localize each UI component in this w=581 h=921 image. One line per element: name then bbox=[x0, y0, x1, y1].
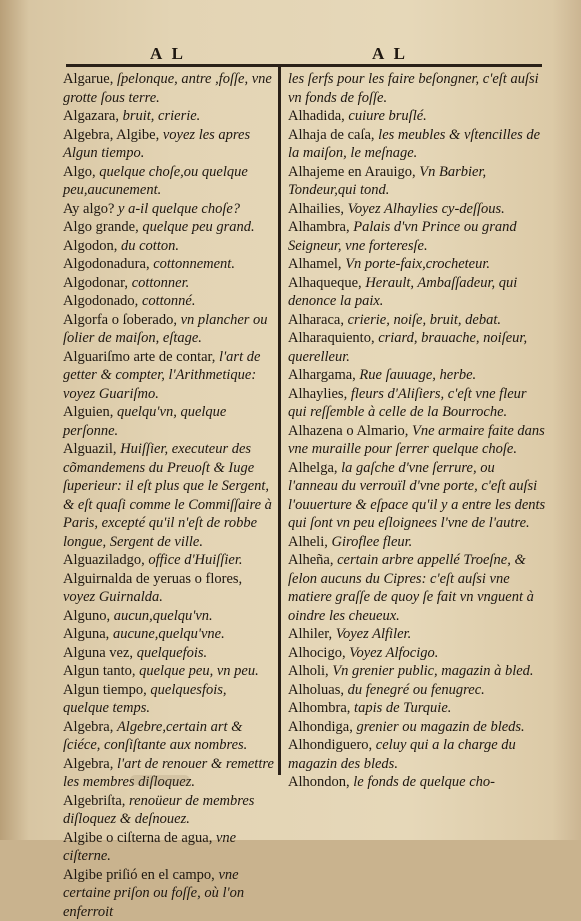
dictionary-entry bbox=[288, 625, 546, 644]
left-column bbox=[63, 70, 275, 921]
dictionary-entry bbox=[63, 755, 275, 792]
entry-definition: quelque peu, vn peu. bbox=[139, 663, 259, 679]
dictionary-entry bbox=[63, 625, 275, 644]
dictionary-entry bbox=[63, 163, 275, 200]
entry-definition: quelquesfois, quelque temps. bbox=[63, 682, 227, 717]
entry-definition: cottonner. bbox=[132, 275, 190, 291]
entry-definition: tapis de Turquie. bbox=[354, 700, 451, 716]
entry-definition: renoüeur de membres diſloquez & deſnouez. bbox=[63, 793, 254, 828]
dictionary-entry bbox=[288, 459, 546, 533]
dictionary-entry bbox=[63, 551, 275, 570]
entry-headword: Algodonado, bbox=[63, 293, 142, 309]
entry-headword: Alhailies, bbox=[288, 201, 348, 217]
entry-definition: cuiure bruſlé. bbox=[348, 108, 426, 124]
entry-definition: vne ciſterne. bbox=[63, 830, 236, 865]
entry-definition: voyez les apres Algun tiempo. bbox=[63, 127, 250, 162]
entry-headword: Alhargama, bbox=[288, 367, 359, 383]
entry-definition: Voyez Alhaylies cy-deſſous. bbox=[348, 201, 505, 217]
dictionary-entry bbox=[288, 422, 546, 459]
entry-headword: Alheña, bbox=[288, 552, 337, 568]
entry-definition: le fonds de quelque cho- bbox=[353, 774, 495, 790]
dictionary-entry bbox=[63, 403, 275, 440]
entry-headword: Alhombra, bbox=[288, 700, 354, 716]
dictionary-entry bbox=[63, 126, 275, 163]
entry-definition: Vne armaire faite dans vne muraille pour ſerrer quelque choſe. bbox=[288, 423, 545, 458]
entry-headword: Algibe o ciſterna de agua, bbox=[63, 830, 216, 846]
entry-definition: Voyez Alfiler. bbox=[336, 626, 411, 642]
entry-definition: du cotton. bbox=[121, 238, 179, 254]
entry-definition: les ſerfs pour les faire beſongner, c'eſt auſsi vn fonds de foſſe. bbox=[288, 71, 539, 106]
entry-headword: Alguno, bbox=[63, 608, 114, 624]
entry-headword: Alguien, bbox=[63, 404, 117, 420]
dictionary-entry bbox=[63, 681, 275, 718]
dictionary-entry bbox=[63, 440, 275, 551]
entry-definition: aucune,quelqu'vne. bbox=[113, 626, 225, 642]
entry-definition: grenier ou magazin de bleds. bbox=[356, 719, 524, 735]
dictionary-entry bbox=[288, 255, 546, 274]
dictionary-entry bbox=[288, 200, 546, 219]
dictionary-entry bbox=[288, 366, 546, 385]
dictionary-entry bbox=[63, 70, 275, 107]
dictionary-entry bbox=[63, 200, 275, 219]
dictionary-entry bbox=[63, 107, 275, 126]
column-divider bbox=[278, 67, 281, 775]
entry-headword: Algebra, Algibe, bbox=[63, 127, 163, 143]
entry-definition: cottonné. bbox=[142, 293, 196, 309]
entry-headword: Alguaziladgo, bbox=[63, 552, 148, 568]
entry-definition: la gaſche d'vne ſerrure, ou l'anneau du verrouïl d'vne porte, c'eſt auſsi l'ouuerture & eſpace qu'il y a entre les dents qui ſont vn peu eſloignees l'vne de l'autre. bbox=[288, 460, 545, 532]
entry-headword: Alholuas, bbox=[288, 682, 348, 698]
entry-headword: Algibe priſió en el campo, bbox=[63, 867, 218, 883]
running-head-right: A L bbox=[372, 44, 408, 64]
entry-headword: Alhaqueque, bbox=[288, 275, 365, 291]
dictionary-entry bbox=[63, 237, 275, 256]
dictionary-entry bbox=[288, 163, 546, 200]
dictionary-entry bbox=[288, 329, 546, 366]
entry-headword: Alguna, bbox=[63, 626, 113, 642]
entry-definition: Rue ſauuage, herbe. bbox=[359, 367, 476, 383]
entry-headword: Alhamel, bbox=[288, 256, 345, 272]
entry-definition: Voyez Alfocigo. bbox=[349, 645, 438, 661]
entry-headword: Algebra, bbox=[63, 756, 117, 772]
entry-definition: quelque peu grand. bbox=[142, 219, 254, 235]
entry-definition: Algebre,certain art & ſciéce, conſiſtante aux nombres. bbox=[63, 719, 247, 754]
entry-headword: Algebra, bbox=[63, 719, 117, 735]
entry-headword: Alhajeme en Arauigo, bbox=[288, 164, 419, 180]
entry-definition: voyez Guirnalda. bbox=[63, 589, 163, 605]
dictionary-entry bbox=[288, 551, 546, 625]
entry-definition: cottonnement. bbox=[153, 256, 235, 272]
entry-definition: l'art de getter & compter, l'Arithmetique: voyez Guariſmo. bbox=[63, 349, 260, 402]
dictionary-entry bbox=[288, 681, 546, 700]
entry-definition: aucun,quelqu'vn. bbox=[114, 608, 213, 624]
dictionary-entry bbox=[288, 107, 546, 126]
entry-headword: Algo grande, bbox=[63, 219, 142, 235]
dictionary-entry bbox=[288, 126, 546, 163]
entry-headword: Algebriſta, bbox=[63, 793, 129, 809]
entry-headword: Alhondon, bbox=[288, 774, 353, 790]
entry-headword: Alhaylies, bbox=[288, 386, 351, 402]
dictionary-entry bbox=[63, 218, 275, 237]
entry-definition: quelque choſe,ou quelque peu,aucunement. bbox=[63, 164, 248, 199]
entry-headword: Alguariſmo arte de contar, bbox=[63, 349, 219, 365]
entry-definition: quelqu'vn, quelque perſonne. bbox=[63, 404, 226, 439]
entry-definition: quelquefois. bbox=[137, 645, 207, 661]
entry-headword: Algodonar, bbox=[63, 275, 132, 291]
entry-definition: Herault, Ambaſſadeur, qui denonce la paix. bbox=[288, 275, 517, 310]
dictionary-entry bbox=[288, 311, 546, 330]
entry-definition: Palais d'vn Prince ou grand Seigneur, vne forteresſe. bbox=[288, 219, 517, 254]
page-stain bbox=[130, 775, 190, 785]
entry-definition: celuy qui a la charge du magazin des bleds. bbox=[288, 737, 516, 772]
dictionary-entry bbox=[63, 292, 275, 311]
entry-definition: ſpelonque, antre ,foſſe, vne grotte ſous terre. bbox=[63, 71, 272, 106]
entry-headword: Algarue, bbox=[63, 71, 117, 87]
dictionary-entry bbox=[288, 533, 546, 552]
entry-headword: Algodonadura, bbox=[63, 256, 153, 272]
dictionary-entry bbox=[288, 644, 546, 663]
entry-headword: Ay algo? bbox=[63, 201, 118, 217]
dictionary-entry bbox=[63, 792, 275, 829]
dictionary-entry bbox=[63, 255, 275, 274]
entry-headword: Alhondiguero, bbox=[288, 737, 376, 753]
entry-definition: du fenegré ou fenugrec. bbox=[348, 682, 485, 698]
dictionary-entry bbox=[288, 274, 546, 311]
entry-definition: Vn porte-faix,crocheteur. bbox=[345, 256, 490, 272]
entry-headword: Alhiler, bbox=[288, 626, 336, 642]
dictionary-entry bbox=[63, 607, 275, 626]
entry-headword: Algo, bbox=[63, 164, 99, 180]
header-rule bbox=[66, 64, 542, 67]
entry-headword: Alhazena o Almario, bbox=[288, 423, 412, 439]
right-column bbox=[288, 70, 546, 792]
dictionary-entry bbox=[63, 311, 275, 348]
entry-definition: Vn Barbier, Tondeur,qui tond. bbox=[288, 164, 486, 199]
entry-headword: Alhaja de caſa, bbox=[288, 127, 378, 143]
dictionary-entry bbox=[63, 644, 275, 663]
dictionary-entry bbox=[288, 773, 546, 792]
entry-headword: Alheli, bbox=[288, 534, 332, 550]
entry-definition: Huiſſier, executeur des cõmandemens du Preuoſt & Iuge ſuperieur: il eſt plus que le Sergent, & eſt quaſi comme le Commiſſaire à Paris, excepté qu'il n'eſt de robbe longue, Sergent de ville. bbox=[63, 441, 272, 550]
dictionary-entry bbox=[63, 570, 275, 607]
entry-headword: Alholi, bbox=[288, 663, 332, 679]
entry-definition: office d'Huiſſier. bbox=[148, 552, 242, 568]
entry-definition: crierie, noiſe, bruit, debat. bbox=[348, 312, 501, 328]
entry-definition: l'art de renouer & remettre les membres diſloquez. bbox=[63, 756, 274, 791]
entry-headword: Algorfa o ſoberado, bbox=[63, 312, 181, 328]
entry-definition: y a-il quelque choſe? bbox=[118, 201, 240, 217]
entry-headword: Alguirnalda de yeruas o flores, bbox=[63, 571, 242, 587]
dictionary-entry bbox=[63, 718, 275, 755]
dictionary-entry bbox=[288, 736, 546, 773]
dictionary-entry bbox=[63, 274, 275, 293]
entry-definition: vn plancher ou ſolier de maiſon, eſtage. bbox=[63, 312, 268, 347]
entry-definition: Giroflee fleur. bbox=[332, 534, 413, 550]
dictionary-entry bbox=[63, 829, 275, 866]
entry-headword: Algazara, bbox=[63, 108, 123, 124]
entry-headword: Alguna vez, bbox=[63, 645, 137, 661]
entry-headword: Algun tiempo, bbox=[63, 682, 150, 698]
page-header bbox=[0, 44, 581, 66]
dictionary-entry bbox=[288, 718, 546, 737]
entry-headword: Alguazil, bbox=[63, 441, 120, 457]
entry-headword: Alhocigo, bbox=[288, 645, 349, 661]
entry-headword: Algun tanto, bbox=[63, 663, 139, 679]
dictionary-entry bbox=[288, 385, 546, 422]
entry-headword: Algodon, bbox=[63, 238, 121, 254]
entry-definition: bruit, crierie. bbox=[123, 108, 201, 124]
entry-definition: fleurs d'Aliſiers, c'eſt vne fleur qui reſſemble à celle de la Bourroche. bbox=[288, 386, 527, 421]
entry-definition: certain arbre appellé Troeſne, & ſelon aucuns du Cipres: c'eſt auſsi vne matiere graſſe de quoy ſe fait vn vnguent à oindre les cheueux. bbox=[288, 552, 534, 624]
dictionary-entry bbox=[63, 662, 275, 681]
dictionary-entry bbox=[288, 70, 546, 107]
entry-headword: Alharaquiento, bbox=[288, 330, 378, 346]
entry-definition: vne certaine priſon ou foſſe, où l'on enferroit bbox=[63, 867, 244, 920]
entry-headword: Alharaca, bbox=[288, 312, 348, 328]
entry-headword: Alhadida, bbox=[288, 108, 348, 124]
entry-headword: Alhelga, bbox=[288, 460, 341, 476]
running-head-left: A L bbox=[150, 44, 186, 64]
entry-definition: criard, brauache, noiſeur, querelleur. bbox=[288, 330, 527, 365]
dictionary-entry bbox=[288, 699, 546, 718]
entry-definition: les meubles & vſtencilles de la maiſon, le meſnage. bbox=[288, 127, 540, 162]
dictionary-entry bbox=[288, 218, 546, 255]
dictionary-entry bbox=[63, 866, 275, 921]
entry-headword: Alhambra, bbox=[288, 219, 353, 235]
dictionary-entry bbox=[288, 662, 546, 681]
entry-definition: Vn grenier public, magazin à bled. bbox=[332, 663, 533, 679]
dictionary-entry bbox=[63, 348, 275, 404]
entry-headword: Alhondiga, bbox=[288, 719, 356, 735]
